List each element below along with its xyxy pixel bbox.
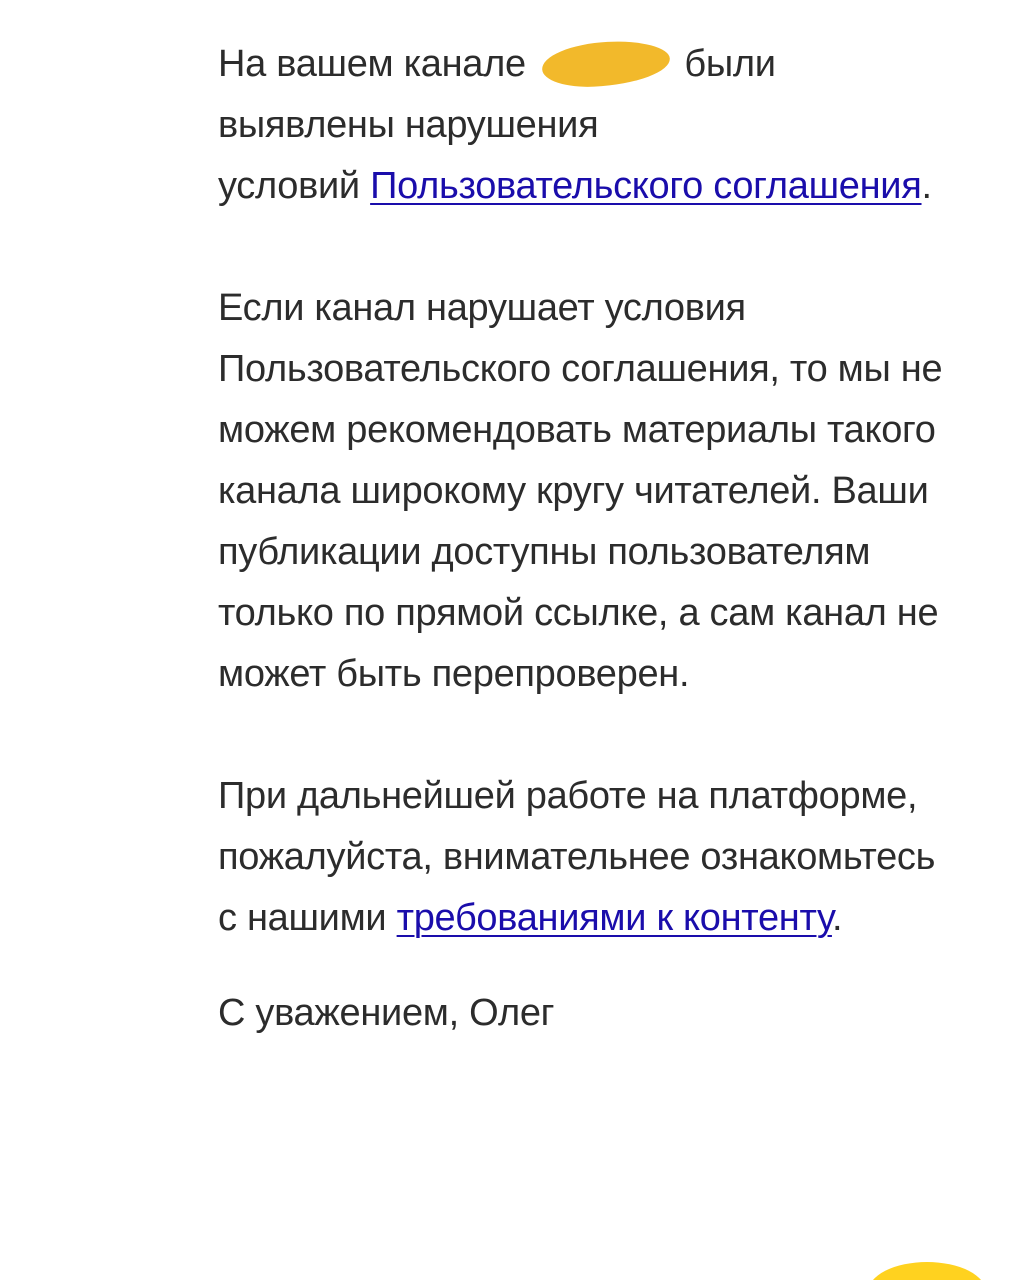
paragraph-text: выявлены нарушения: [218, 104, 599, 146]
paragraph-advice: [218, 766, 958, 949]
message-body: [218, 34, 958, 1044]
redacted-channel-name: [542, 42, 670, 82]
user-agreement-link[interactable]: Пользовательского соглашения: [370, 165, 922, 207]
paragraph-consequences: Если канал нарушает условия Пользовательского соглашения, то мы не можем рекомендовать материалы такого канала широкому кругу читателей. Ваши публикации доступны пользователям только по прямой ссылке, а сам канал не может быть перепроверен.: [218, 287, 943, 695]
paragraph-text: На вашем канале: [218, 43, 537, 85]
paragraph-text: условий: [218, 165, 371, 207]
redaction-mark: [541, 39, 671, 90]
paragraph-violation: [218, 34, 958, 217]
signature: С уважением, Олег: [218, 992, 555, 1034]
paragraph-text: .: [921, 165, 932, 207]
content-requirements-link[interactable]: требованиями к контенту: [396, 897, 832, 939]
paragraph-text: При дальнейшей работе на платформе, пожалуйста, внимательнее ознакомьтесь с нашими: [218, 775, 936, 939]
yellow-avatar-partial: [868, 1262, 986, 1280]
paragraph-text: .: [831, 897, 843, 939]
paragraph-text: были: [674, 43, 776, 85]
